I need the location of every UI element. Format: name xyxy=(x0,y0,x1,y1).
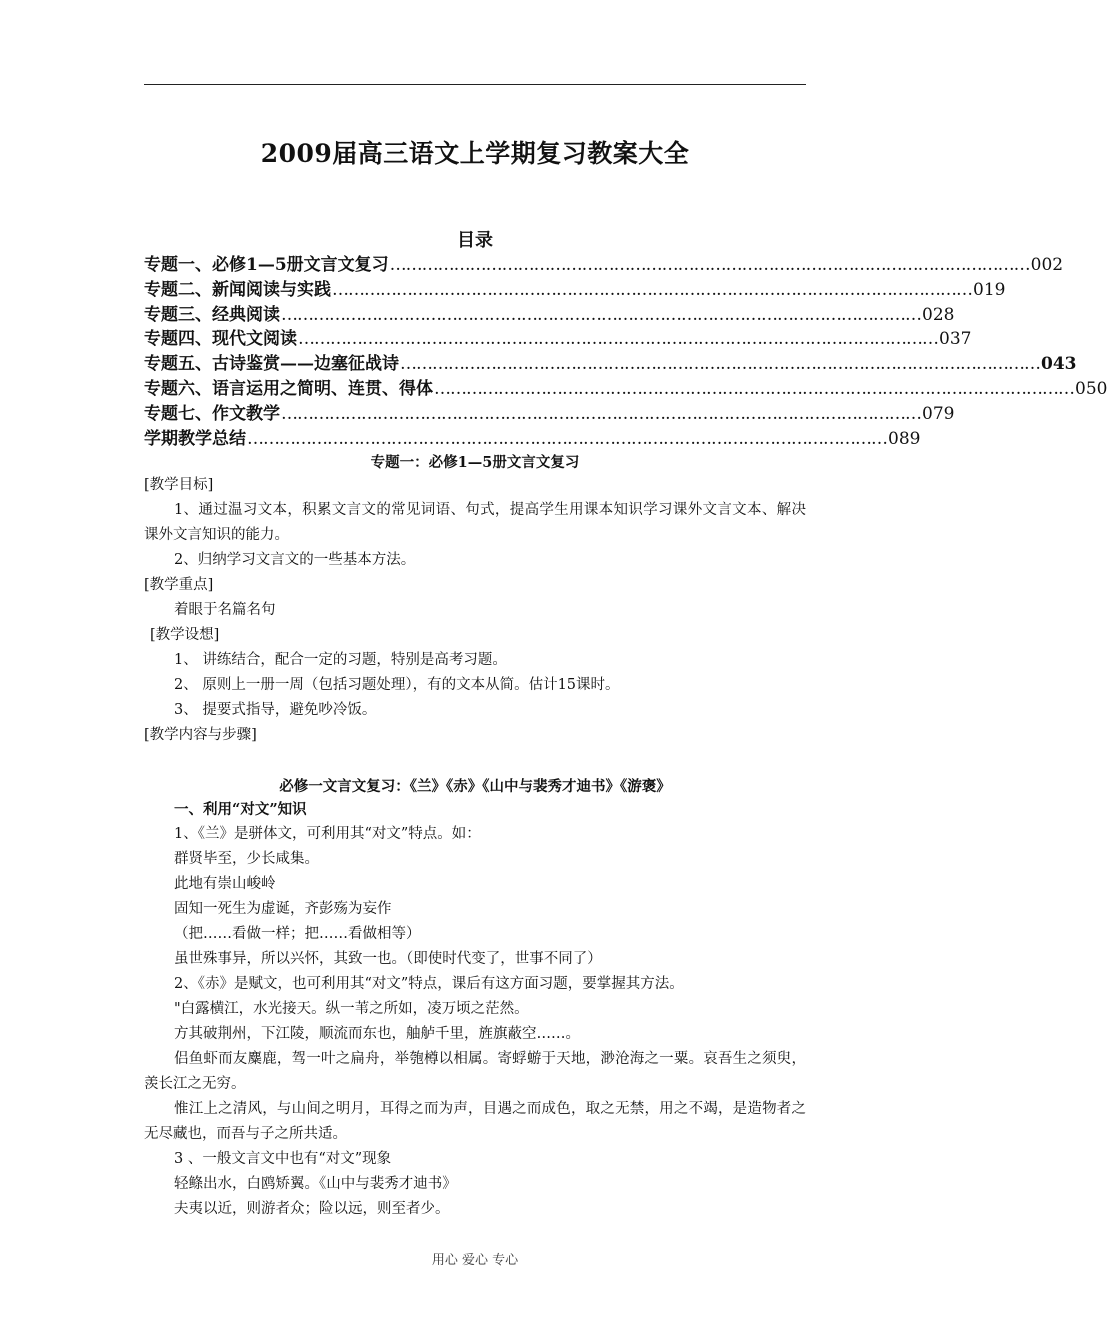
review-paragraph: 惟江上之清风，与山间之明月，耳得之而为声，目遇之而成色，取之无禁，用之不竭，是造物者之无尽藏也，而吾与子之所共适。 xyxy=(144,1101,806,1142)
review-line: 轻鲦出水，白鸥矫翼。《山中与裴秀才迪书》 xyxy=(174,1176,457,1192)
review-line: （把……看做一样；把……看做相等） xyxy=(174,926,421,942)
toc-item-label: 学期教学总结 xyxy=(144,428,246,449)
toc-item-page: 028 xyxy=(922,304,955,325)
review-line: 方其破荆州，下江陵，顺流而东也，舳舻千里，旌旗蔽空……。 xyxy=(174,1026,580,1042)
toc-dot-leader: ………………………………………………………………………………………………………… xyxy=(281,304,921,325)
toc-item-label: 专题二、新闻阅读与实践 xyxy=(144,279,331,300)
toc-dot-leader: ………………………………………………………………………………………………………… xyxy=(389,255,1030,275)
toc-item-label: 专题六、语言运用之简明、连贯、得体 xyxy=(144,378,433,399)
idea-item: 1、 讲练结合，配合一定的习题，特别是高考习题。 xyxy=(174,652,507,668)
toc-item[interactable] xyxy=(144,275,1006,300)
toc-item[interactable] xyxy=(144,300,955,325)
steps-label: [教学内容与步骤] xyxy=(144,727,257,743)
toc-item[interactable] xyxy=(144,399,955,424)
toc-dot-leader: ………………………………………………………………………………………………………… xyxy=(298,329,938,350)
review-heading: 一、利用“对文”知识 xyxy=(174,801,307,818)
review-body xyxy=(144,797,806,1222)
page-footer: 用心 爱心 专心 xyxy=(431,1253,519,1268)
table-of-contents xyxy=(144,250,1107,449)
key-item: 着眼于名篇名句 xyxy=(174,602,276,618)
goal-item: 2、归纳学习文言文的一些基本方法。 xyxy=(174,552,416,568)
review-line: 虽世殊事异，所以兴怀，其致一也。（即使时代变了，世事不同了） xyxy=(174,951,602,967)
toc-item-page: 019 xyxy=(973,279,1006,300)
toc-item-label: 专题七、作文教学 xyxy=(144,403,280,424)
toc-item[interactable] xyxy=(144,250,1064,275)
idea-item: 3、 提要式指导，避免吵冷饭。 xyxy=(174,702,377,718)
toc-dot-leader: ………………………………………………………………………………………………………… xyxy=(247,428,887,449)
section-body xyxy=(144,473,806,748)
review-line: 1、《兰》是骈体文，可利用其“对文”特点。如： xyxy=(174,826,481,842)
idea-label: [教学设想] xyxy=(150,627,220,643)
toc-dot-leader: ………………………………………………………………………………………………………… xyxy=(434,378,1074,399)
review-paragraph: 侣鱼虾而友麋鹿，驾一叶之扁舟，举匏樽以相属。寄蜉蝣于天地，渺沧海之一粟。哀吾生之须臾，羡长江之无穷。 xyxy=(144,1051,806,1092)
goal-label: [教学目标] xyxy=(144,477,214,493)
toc-item-label: 专题三、经典阅读 xyxy=(144,304,280,325)
toc-item-label: 专题五、古诗鉴赏——边塞征战诗 xyxy=(144,354,399,375)
toc-item-page: 002 xyxy=(1030,255,1064,275)
toc-heading: 目录 xyxy=(457,230,493,251)
toc-item-page: 050 xyxy=(1075,378,1107,399)
key-label: [教学重点] xyxy=(144,577,214,593)
review-title: 必修一文言文复习：《兰》《赤》《山中与裴秀才迪书》《游褒》 xyxy=(279,778,671,795)
review-line: 此地有崇山峻岭 xyxy=(174,876,276,892)
header-rule xyxy=(144,84,806,85)
toc-item-page: 079 xyxy=(922,403,955,424)
toc-item[interactable] xyxy=(144,349,1077,375)
toc-dot-leader: ………………………………………………………………………………………………………… xyxy=(281,403,921,424)
review-line: 群贤毕至，少长咸集。 xyxy=(174,851,319,867)
review-line: "白露横江，水光接天。纵一苇之所如，凌万顷之茫然。 xyxy=(174,1001,529,1017)
toc-item-page: 089 xyxy=(888,428,921,449)
toc-item-page: 043 xyxy=(1041,354,1077,375)
review-line: 3 、一般文言文中也有“对文”现象 xyxy=(174,1151,392,1167)
toc-item-label: 专题四、现代文阅读 xyxy=(144,329,297,350)
toc-item[interactable] xyxy=(144,374,1107,399)
idea-item: 2、 原则上一册一周（包括习题处理），有的文本从简。估计15课时。 xyxy=(174,677,620,693)
toc-item[interactable] xyxy=(144,424,921,449)
review-line: 固知一死生为虚诞，齐彭殇为妄作 xyxy=(174,901,392,917)
review-line: 夫夷以近，则游者众；险以远，则至者少。 xyxy=(174,1201,450,1217)
document-title: 2009届高三语文上学期复习教案大全 xyxy=(260,139,690,168)
toc-item[interactable] xyxy=(144,324,972,350)
toc-dot-leader: ………………………………………………………………………………………………………… xyxy=(332,279,972,300)
toc-item-page: 037 xyxy=(939,329,972,350)
toc-item-label: 专题一、必修1—5册文言文复习 xyxy=(144,255,389,275)
section-title: 专题一：必修1—5册文言文复习 xyxy=(370,454,580,471)
goal-item: 1、通过温习文本，积累文言文的常见词语、句式，提高学生用课本知识学习课外文言文本、解决课外文言知识的能力。 xyxy=(144,502,806,543)
review-line: 2、《赤》是赋文，也可利用其“对文”特点，课后有这方面习题，要掌握其方法。 xyxy=(174,976,684,992)
toc-dot-leader: ………………………………………………………………………………………………………… xyxy=(400,354,1040,375)
